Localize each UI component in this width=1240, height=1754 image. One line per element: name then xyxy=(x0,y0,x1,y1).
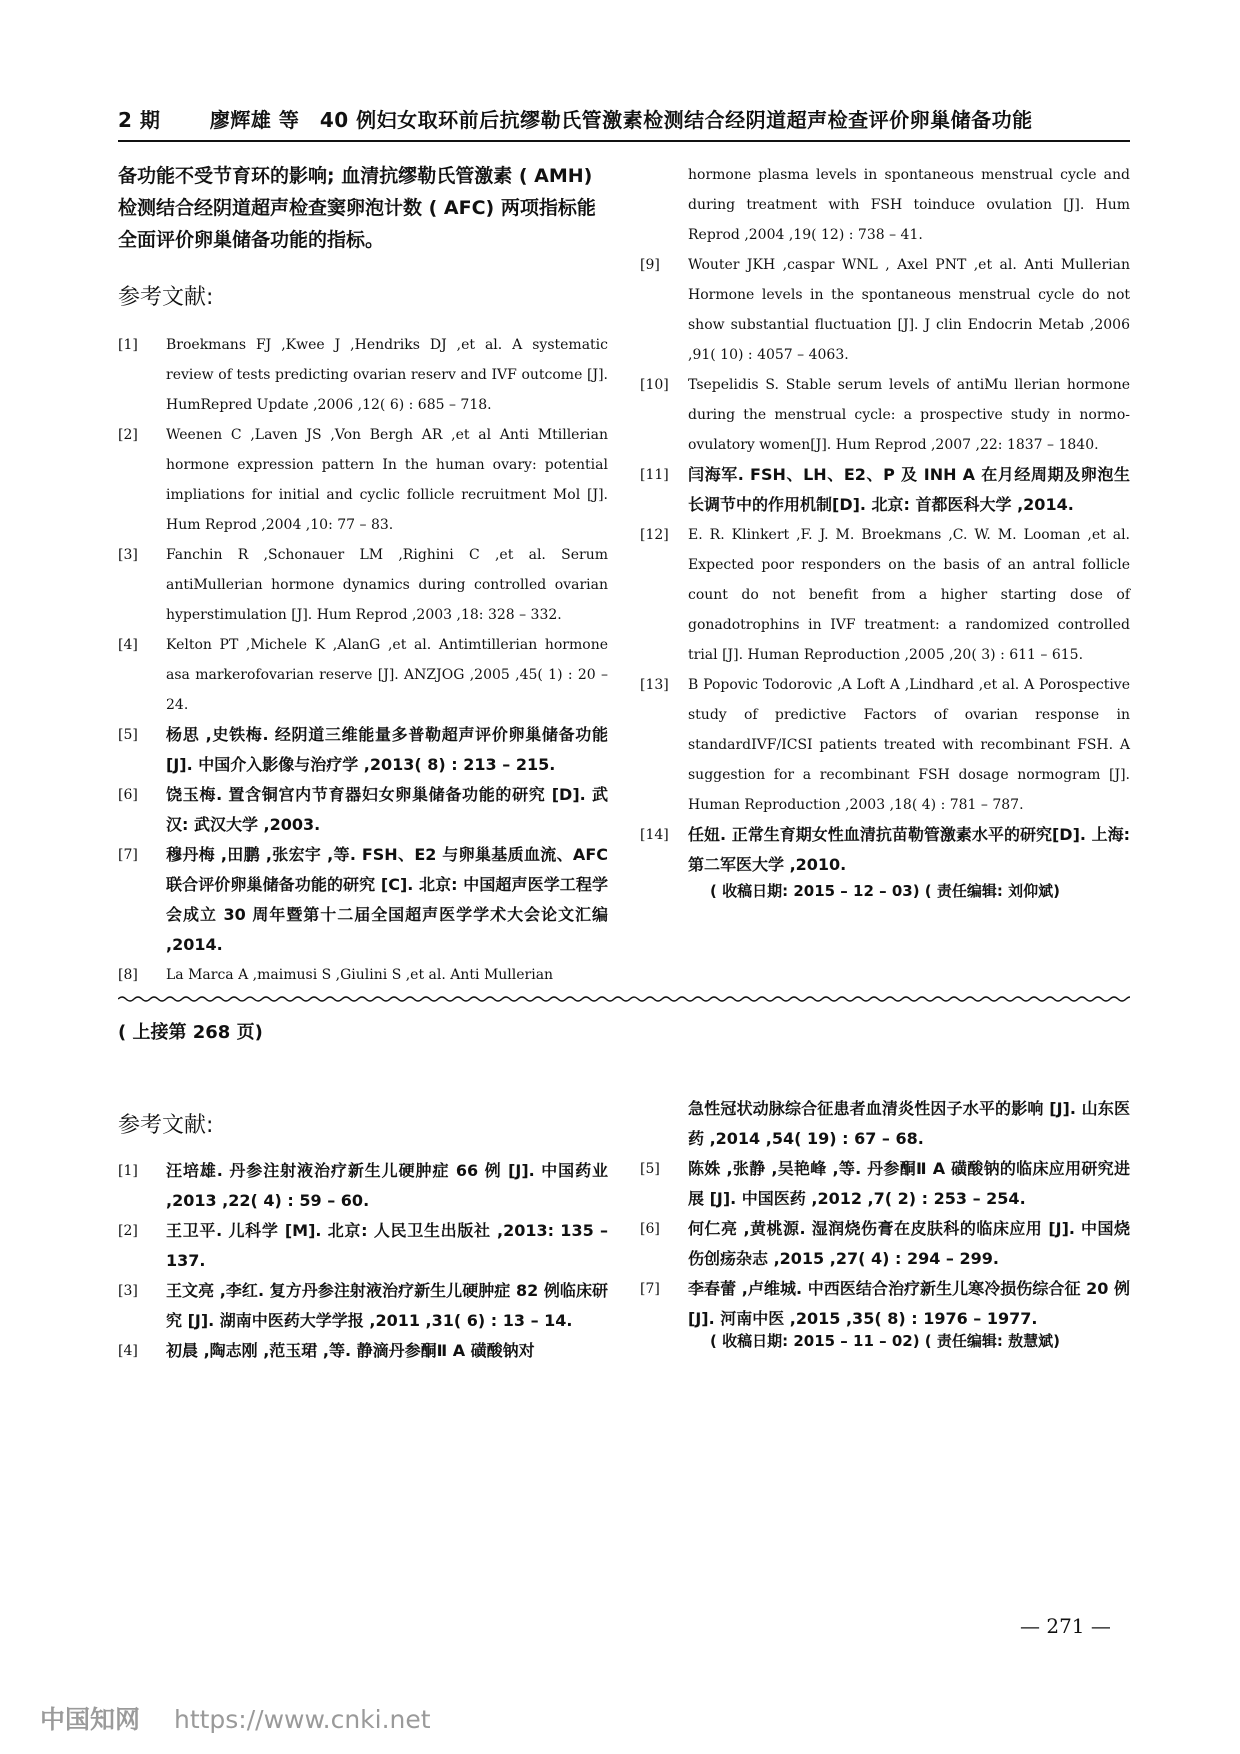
reference-item xyxy=(640,370,1130,460)
reference-text: Wouter JKH ,caspar WNL , Axel PNT ,et al. Anti Mullerian Hormone levels in the spontaneous menstrual cycle do not show substantial fluctuation [J]. J clin Endocrin Metab ,2006 ,91( 10) : 4057 – 4063. xyxy=(688,257,1130,363)
reference-number: [6] xyxy=(118,787,138,803)
reference-number: [13] xyxy=(640,677,669,693)
reference-text: La Marca A ,maimusi S ,Giulini S ,et al. Anti Mullerian xyxy=(166,967,554,983)
running-header xyxy=(118,104,1118,133)
references-heading: 参考文献: xyxy=(118,285,214,310)
reference-text: 王卫平. 儿科学 [M]. 北京: 人民卫生出版社 ,2013: 135 – 137. xyxy=(166,1221,608,1270)
reference-item xyxy=(640,670,1130,820)
reference-text: E. R. Klinkert ,F. J. M. Broekmans ,C. W. M. Looman ,et al. Expected poor responders on the basis of an antral follicle count do not benefit from a higher starting dose of gonadotrophins in IVF treatment: a randomized controlled trial [J]. Human Reproduction ,2005 ,20( 3) : 611 – 615. xyxy=(688,527,1130,663)
page-number: — 271 — xyxy=(1020,1614,1111,1638)
received-date-2: ( 收稿日期: 2015 – 11 – 02) ( 责任编辑: 敖慧斌) xyxy=(710,1332,1060,1350)
reference-text: 王文亮 ,李红. 复方丹参注射液治疗新生儿硬肿症 82 例临床研究 [J]. 湖南中医药大学学报 ,2011 ,31( 6) : 13 – 14. xyxy=(166,1281,608,1330)
reference-text: 汪培雄. 丹参注射液治疗新生儿硬肿症 66 例 [J]. 中国药业 ,2013 ,22( 4) : 59 – 60. xyxy=(166,1161,608,1210)
reference-item xyxy=(118,330,608,420)
reference-item xyxy=(118,1216,608,1276)
reference-text: 何仁亮 ,黄桃源. 湿润烧伤膏在皮肤科的临床应用 [J]. 中国烧伤创疡杂志 ,2015 ,27( 4) : 294 – 299. xyxy=(688,1219,1130,1268)
references-right-column xyxy=(640,160,1130,880)
issue-label: 2 期 xyxy=(118,108,161,132)
reference-number: [4] xyxy=(118,637,138,653)
reference-text: 李春蕾 ,卢维城. 中西医结合治疗新生儿寒冷损伤综合征 20 例 [J]. 河南中医 ,2015 ,35( 8) : 1976 – 1977. xyxy=(688,1279,1130,1328)
watermark-url: https://www.cnki.net xyxy=(173,1705,431,1734)
reference-number: [1] xyxy=(118,1163,138,1179)
reference-item xyxy=(640,1274,1130,1334)
reference-number: [1] xyxy=(118,337,138,353)
reference-item xyxy=(118,780,608,840)
reference-number: [3] xyxy=(118,1283,138,1299)
reference-text: B Popovic Todorovic ,A Loft A ,Lindhard ,et al. A Porospective study of predictive Factors of ovarian response in standardIVF/ICSI patients treated with recombinant FSH. A suggestion for a recombinant FSH dosage normogram [J]. Human Reproduction ,2003 ,18( 4) : 781 – 787. xyxy=(688,677,1130,813)
reference-number: [12] xyxy=(640,527,669,543)
reference-number: [6] xyxy=(640,1221,660,1237)
reference-item xyxy=(640,250,1130,370)
reference-text: 急性冠状动脉综合征患者血清炎性因子水平的影响 [J]. 山东医药 ,2014 ,54( 19) : 67 – 68. xyxy=(688,1099,1130,1148)
reference-text: 初晨 ,陶志刚 ,范玉珺 ,等. 静滴丹参酮Ⅱ A 磺酸钠对 xyxy=(166,1341,535,1360)
references-right-column-2 xyxy=(640,1094,1130,1334)
reference-number xyxy=(640,160,688,250)
reference-item xyxy=(640,1154,1130,1214)
continued-from-note: ( 上接第 268 页) xyxy=(118,1022,263,1043)
reference-number: [8] xyxy=(118,967,138,983)
reference-number: [14] xyxy=(640,827,669,843)
reference-item xyxy=(118,540,608,630)
references-left-column-2 xyxy=(118,1156,608,1366)
reference-number: [2] xyxy=(118,1223,138,1239)
reference-item xyxy=(640,820,1130,880)
reference-item xyxy=(118,1336,608,1366)
reference-item xyxy=(118,1276,608,1336)
reference-text: hormone plasma levels in spontaneous menstrual cycle and during treatment with FSH toinduce ovulation [J]. Hum Reprod ,2004 ,19( 12) : 738 – 41. xyxy=(688,167,1130,243)
reference-text: Kelton PT ,Michele K ,AlanG ,et al. Antimtillerian hormone asa markerofovarian reserve [J]. ANZJOG ,2005 ,45( 1) : 20 – 24. xyxy=(166,637,608,713)
wavy-separator xyxy=(118,994,1130,1004)
reference-item xyxy=(118,1156,608,1216)
reference-text: 饶玉梅. 置含铜宫内节育器妇女卵巢储备功能的研究 [D]. 武汉: 武汉大学 ,2003. xyxy=(166,785,608,834)
reference-item xyxy=(640,460,1130,520)
reference-item xyxy=(118,720,608,780)
reference-number: [5] xyxy=(640,1161,660,1177)
watermark xyxy=(40,1700,431,1736)
received-date: ( 收稿日期: 2015 – 12 – 03) ( 责任编辑: 刘仰斌) xyxy=(710,882,1060,900)
body-text: 备功能不受节育环的影响; 血清抗缪勒氏管激素 ( AMH) 检测结合经阴道超声检查窦卵泡计数 ( AFC) 两项指标能全面评价卵巢储备功能的指标。 xyxy=(118,165,596,251)
reference-text: 穆丹梅 ,田鹏 ,张宏宇 ,等. FSH、E2 与卵巢基质血流、AFC 联合评价卵巢储备功能的研究 [C]. 北京: 中国超声医学工程学会成立 30 周年暨第十二届全国超声医学学术大会论文汇编 ,2014. xyxy=(166,845,608,954)
reference-item xyxy=(118,420,608,540)
reference-number: [5] xyxy=(118,727,138,743)
reference-number: [10] xyxy=(640,377,669,393)
reference-number: [2] xyxy=(118,427,138,443)
reference-text: Tsepelidis S. Stable serum levels of antiMu llerian hormone during the menstrual cycle: a prospective study in normo-ovulatory women[J]. Hum Reprod ,2007 ,22: 1837 – 1840. xyxy=(688,377,1130,453)
reference-number: [7] xyxy=(118,847,138,863)
reference-text: 陈姝 ,张静 ,吴艳峰 ,等. 丹参酮Ⅱ A 磺酸钠的临床应用研究进展 [J]. 中国医药 ,2012 ,7( 2) : 253 – 254. xyxy=(688,1159,1130,1208)
reference-item xyxy=(118,840,608,960)
reference-text: Broekmans FJ ,Kwee J ,Hendriks DJ ,et al. A systematic review of tests predicting ovarian reserv and IVF outcome [J]. HumRepred Update ,2006 ,12( 6) : 685 – 718. xyxy=(166,337,608,413)
reference-text: Weenen C ,Laven JS ,Von Bergh AR ,et al Anti Mtillerian hormone expression pattern In the human ovary: potential impliations for initial and cyclic follicle recruitment Mol [J]. Hum Reprod ,2004 ,10: 77 – 83. xyxy=(166,427,608,533)
reference-number: [9] xyxy=(640,257,660,273)
reference-text: 任妞. 正常生育期女性血清抗苗勒管激素水平的研究[D]. 上海: 第二军医大学 ,2010. xyxy=(688,825,1130,874)
references-heading-2: 参考文献: xyxy=(118,1113,214,1138)
reference-number: [4] xyxy=(118,1343,138,1359)
reference-item xyxy=(118,960,608,990)
reference-number xyxy=(640,1094,688,1154)
reference-item xyxy=(640,160,1130,250)
reference-number: [7] xyxy=(640,1281,660,1297)
reference-text: 杨思 ,史铁梅. 经阴道三维能量多普勒超声评价卵巢储备功能[J]. 中国介入影像与治疗学 ,2013( 8) : 213 – 215. xyxy=(166,725,608,774)
reference-number: [11] xyxy=(640,467,669,483)
watermark-brand: 中国知网 xyxy=(40,1705,141,1734)
reference-number: [3] xyxy=(118,547,138,563)
header-rule xyxy=(118,140,1130,142)
reference-item xyxy=(118,630,608,720)
reference-item xyxy=(640,1214,1130,1274)
reference-item xyxy=(640,520,1130,670)
reference-item xyxy=(640,1094,1130,1154)
reference-text: 闫海军. FSH、LH、E2、P 及 INH A 在月经周期及卵泡生长调节中的作用机制[D]. 北京: 首都医科大学 ,2014. xyxy=(688,465,1130,514)
reference-text: Fanchin R ,Schonauer LM ,Righini C ,et al. Serum antiMullerian hormone dynamics during controlled ovarian hyperstimulation [J]. Hum Reprod ,2003 ,18: 328 – 332. xyxy=(166,547,608,623)
references-left-column xyxy=(118,330,608,990)
running-title: 廖辉雄 等 40 例妇女取环前后抗缪勒氏管激素检测结合经阴道超声检查评价卵巢储备功能 xyxy=(209,108,1033,132)
